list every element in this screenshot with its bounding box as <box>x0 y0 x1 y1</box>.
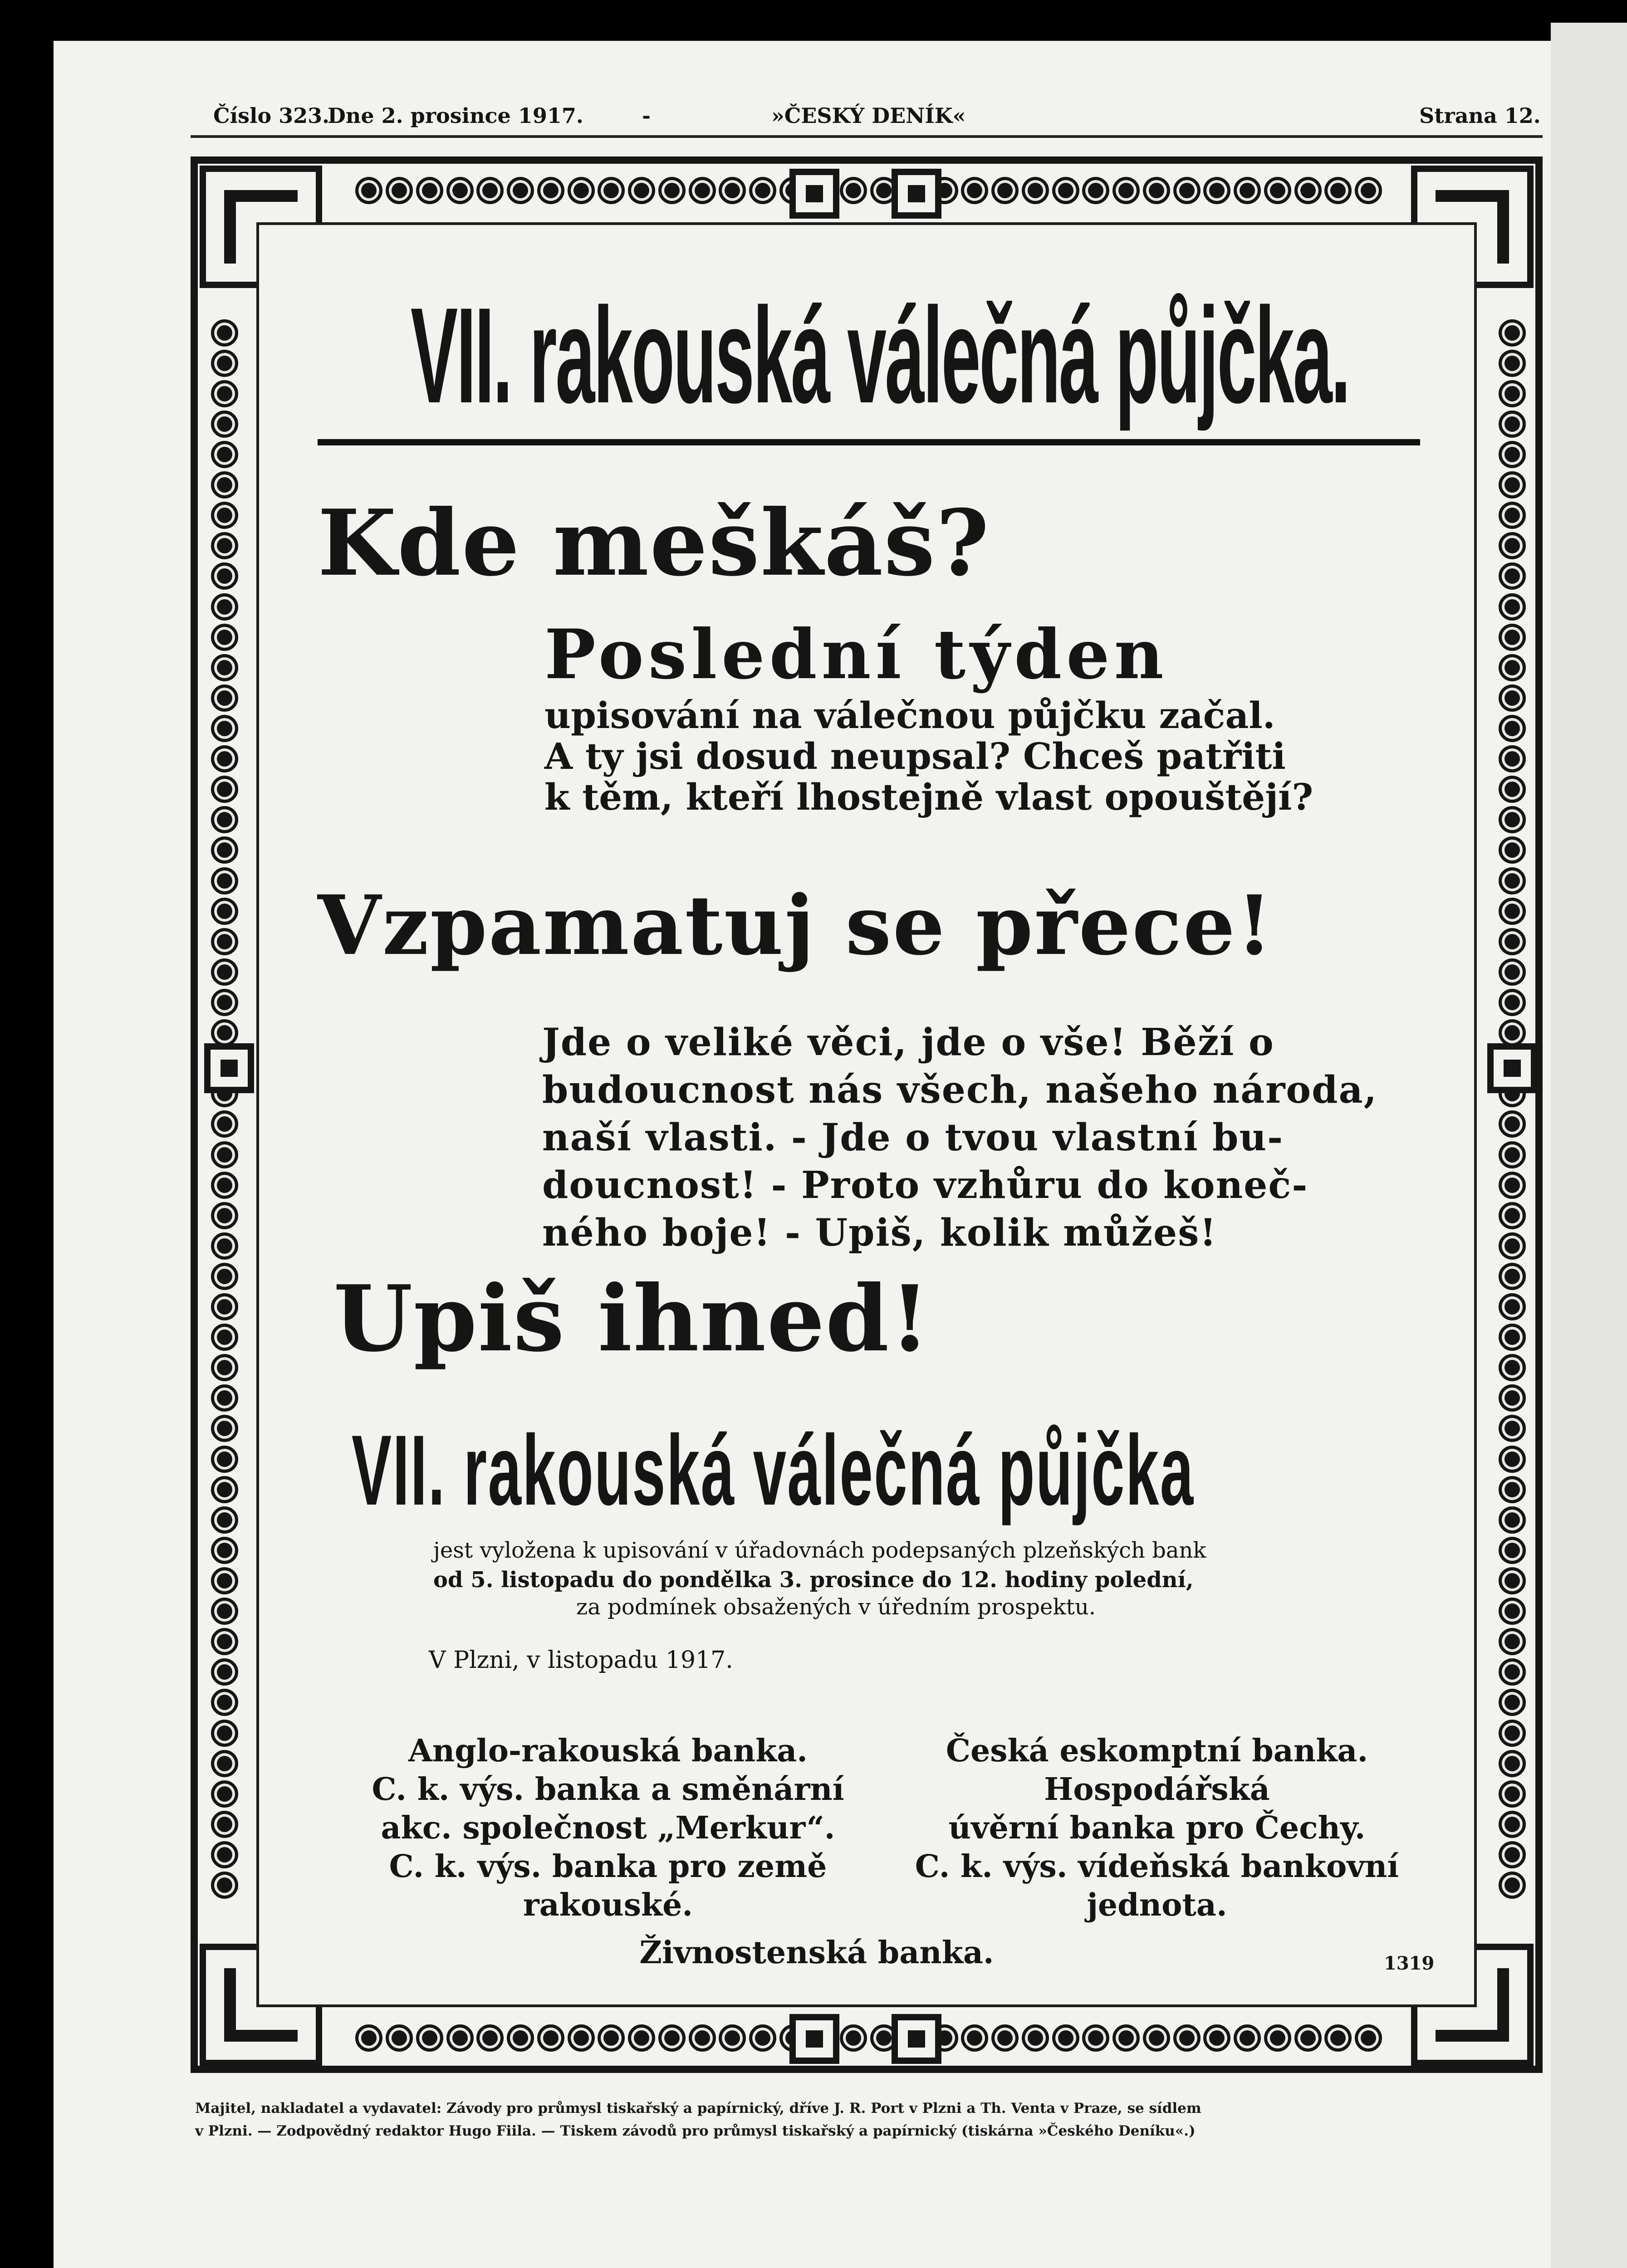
frame-bead <box>1203 2024 1230 2052</box>
frame-bead <box>1264 2024 1291 2052</box>
frame-bead <box>719 2024 746 2052</box>
frame-bead <box>507 177 534 204</box>
frame-bead <box>211 836 238 864</box>
frame-bead <box>568 2024 595 2052</box>
frame-bead <box>749 177 776 204</box>
bank-left-1: Anglo-rakouská banka. <box>408 1733 808 1769</box>
frame-bead <box>1324 177 1352 204</box>
frame-bead <box>1355 177 1382 204</box>
frame-bead <box>211 1415 238 1442</box>
headline-vzpamatuj: Vzpamatuj se přece! <box>318 878 1274 973</box>
frame-bead <box>1499 562 1526 590</box>
frame-bead <box>1324 2024 1352 2052</box>
bead-border-bottom <box>354 2018 1384 2058</box>
bank-right-2: Hospodářská <box>1044 1771 1270 1808</box>
frame-bead <box>1499 1232 1526 1260</box>
frame-bead <box>211 1324 238 1351</box>
frame-bead <box>1499 1202 1526 1229</box>
frame-bead <box>1499 1354 1526 1381</box>
frame-bead <box>1355 2024 1382 2052</box>
frame-bead <box>211 715 238 742</box>
frame-bead <box>1499 1141 1526 1168</box>
frame-bead <box>689 177 716 204</box>
bead-border-left <box>204 318 245 1901</box>
paragraph2-line2: budoucnost nás všech, našeho národa, <box>542 1068 1378 1112</box>
frame-bead <box>1499 1658 1526 1686</box>
frame-bead <box>211 1598 238 1625</box>
frame-bead <box>211 1354 238 1381</box>
frame-bead <box>211 867 238 894</box>
frame-bead <box>658 177 686 204</box>
frame-bead <box>1499 1598 1526 1625</box>
frame-bead <box>1499 654 1526 681</box>
frame-bead <box>1052 2024 1079 2052</box>
frame-bead <box>1203 177 1230 204</box>
frame-bead <box>1499 593 1526 621</box>
issue-date: Dne 2. prosince 1917. <box>328 103 583 128</box>
frame-bead <box>416 2024 443 2052</box>
frame-bead <box>211 776 238 803</box>
frame-bead <box>628 2024 655 2052</box>
frame-bead <box>1499 1110 1526 1138</box>
frame-bead <box>991 177 1019 204</box>
frame-bead <box>211 1750 238 1777</box>
frame-bead <box>211 319 238 347</box>
paragraph1-line1: upisování na válečnou půjčku začal. <box>544 694 1275 737</box>
frame-bead <box>211 411 238 438</box>
notice-line1: jest vyložena k upisování v úřadovnách podepsaných plzeňských bank <box>433 1538 1206 1563</box>
frame-bead <box>658 2024 686 2052</box>
bank-right-3: úvěrní banka pro Čechy. <box>948 1810 1366 1846</box>
frame-bead <box>211 1232 238 1260</box>
frame-bead <box>1234 2024 1261 2052</box>
frame-bead <box>211 1476 238 1503</box>
frame-bead <box>840 177 867 204</box>
paragraph2-line1: Jde o veliké věci, jde o vše! Běží o <box>542 1021 1274 1064</box>
frame-bead <box>1082 2024 1109 2052</box>
frame-bead <box>211 380 238 407</box>
frame-bead <box>355 177 382 204</box>
frame-bead <box>598 2024 625 2052</box>
headline-posledni-tyden: Poslední týden <box>544 615 1168 694</box>
frame-bead <box>1499 1384 1526 1412</box>
frame-bead <box>1499 1446 1526 1473</box>
frame-bead <box>386 2024 413 2052</box>
frame-bead <box>1499 867 1526 894</box>
notice-line2: od 5. listopadu do pondělka 3. prosince do 12. hodiny polední, <box>433 1567 1194 1593</box>
frame-bead <box>211 562 238 590</box>
frame-bead <box>416 177 443 204</box>
frame-bead <box>1264 177 1291 204</box>
frame-bead <box>1173 177 1201 204</box>
frame-bead <box>211 1720 238 1747</box>
frame-bead <box>1499 989 1526 1016</box>
frame-bead <box>1234 177 1261 204</box>
frame-bead <box>211 350 238 377</box>
frame-bead <box>1499 1293 1526 1320</box>
frame-bead <box>1499 350 1526 377</box>
frame-bead <box>211 624 238 651</box>
frame-bead <box>1499 411 1526 438</box>
frame-bead <box>211 1384 238 1412</box>
frame-bead <box>991 2024 1019 2052</box>
frame-bead <box>1143 2024 1170 2052</box>
frame-bead <box>211 1567 238 1594</box>
frame-bead <box>1499 1628 1526 1655</box>
ad-number: 1319 <box>1384 1953 1435 1974</box>
frame-bead <box>1022 2024 1049 2052</box>
frame-bead <box>1499 1172 1526 1199</box>
frame-bead <box>1499 1750 1526 1777</box>
frame-bead <box>211 1841 238 1868</box>
frame-bead <box>211 806 238 833</box>
header-rule <box>191 135 1543 138</box>
place-and-date: V Plzni, v listopadu 1917. <box>429 1647 733 1674</box>
frame-bead <box>1499 1720 1526 1747</box>
frame-bead <box>568 177 595 204</box>
frame-bead <box>1499 1263 1526 1290</box>
frame-bead <box>355 2024 382 2052</box>
frame-bead <box>719 177 746 204</box>
frame-bead <box>840 2024 867 2052</box>
adjacent-page-edge <box>1551 23 1627 2268</box>
frame-bead <box>1499 715 1526 742</box>
frame-bead <box>1499 1811 1526 1838</box>
frame-ornament-bottom-left <box>789 2014 839 2064</box>
paragraph1-line2: A ty jsi dosud neupsal? Chceš patřiti <box>544 735 1286 777</box>
page-number: Strana 12. <box>1419 103 1541 128</box>
ad-title-bottom: VII. rakouská válečná půjčka <box>352 1414 1195 1526</box>
bank-right-1: Česká eskomptní banka. <box>946 1733 1368 1769</box>
issue-number: Číslo 323. <box>213 103 330 128</box>
frame-bead <box>1499 532 1526 559</box>
paragraph1-line3: k těm, kteří lhostejně vlast opouštějí? <box>544 776 1313 818</box>
frame-bead <box>446 2024 474 2052</box>
frame-bead <box>1499 380 1526 407</box>
frame-ornament-bottom-right <box>892 2014 941 2064</box>
frame-bead <box>1499 1567 1526 1594</box>
frame-bead <box>211 532 238 559</box>
bank-left-3: akc. společnost „Merkur“. <box>381 1810 835 1846</box>
frame-bead <box>628 177 655 204</box>
frame-bead <box>1499 958 1526 986</box>
bank-left-4: C. k. výs. banka pro země <box>389 1848 827 1885</box>
paragraph2-line5: ného boje! - Upiš, kolik můžeš! <box>542 1211 1217 1255</box>
frame-bead <box>1173 2024 1201 2052</box>
frame-bead <box>1499 624 1526 651</box>
frame-bead <box>211 1628 238 1655</box>
frame-ornament-top-left <box>789 169 839 219</box>
frame-bead <box>1143 177 1170 204</box>
headline-upis-ihned: Upiš ihned! <box>333 1266 931 1372</box>
newspaper-name: »ČESKÝ DENÍK« <box>771 103 966 128</box>
frame-bead <box>1499 1689 1526 1716</box>
frame-bead <box>749 2024 776 2052</box>
paragraph2-line3: naší vlasti. - Jde o tvou vlastní bu- <box>542 1116 1284 1159</box>
frame-bead <box>211 1202 238 1229</box>
frame-bead <box>1499 836 1526 864</box>
frame-bead <box>386 177 413 204</box>
imprint-line1: Majitel, nakladatel a vydavatel: Závody pro průmysl tiskařský a papírnický, dříve J. R. Port v Plzni a Th. Venta v Praze, se sídlem <box>195 2100 1201 2116</box>
frame-bead <box>1499 1415 1526 1442</box>
frame-bead <box>211 1263 238 1290</box>
bank-right-4: C. k. výs. vídeňská bankovní <box>915 1848 1399 1885</box>
bead-border-top <box>354 170 1384 211</box>
frame-bead <box>211 593 238 621</box>
frame-bead <box>211 745 238 772</box>
frame-bead <box>476 2024 504 2052</box>
frame-bead <box>211 989 238 1016</box>
frame-bead <box>1499 502 1526 529</box>
frame-ornament-left <box>204 1043 254 1093</box>
frame-bead <box>1499 1324 1526 1351</box>
header-dash: - <box>642 103 651 128</box>
paragraph2-line4: doucnost! - Proto vzhůru do koneč- <box>542 1163 1308 1207</box>
frame-bead <box>211 958 238 986</box>
frame-bead <box>1499 1841 1526 1868</box>
bank-right-5: jednota. <box>1087 1887 1227 1923</box>
frame-bead <box>211 1172 238 1199</box>
frame-bead <box>507 2024 534 2052</box>
ad-title-top: VII. rakouská válečná půjčka. <box>411 279 1349 431</box>
imprint-line2: v Plzni. — Zodpovědný redaktor Hugo Fiila. — Tiskem závodů pro průmysl tiskařský a papírnický (tiskárna »Českého Deníku«.) <box>195 2123 1196 2139</box>
frame-bead <box>211 1110 238 1138</box>
frame-bead <box>1112 2024 1140 2052</box>
frame-bead <box>1499 471 1526 499</box>
frame-bead <box>211 1780 238 1808</box>
frame-bead <box>598 177 625 204</box>
frame-bead <box>1499 684 1526 712</box>
frame-bead <box>211 654 238 681</box>
frame-bead <box>1499 898 1526 925</box>
frame-bead <box>211 1446 238 1473</box>
notice-line3: za podmínek obsažených v úředním prospektu. <box>576 1594 1096 1620</box>
frame-bead <box>211 928 238 955</box>
frame-bead <box>211 1506 238 1534</box>
frame-bead <box>211 1658 238 1686</box>
frame-bead <box>211 502 238 529</box>
frame-bead <box>1022 177 1049 204</box>
frame-bead <box>1499 1506 1526 1534</box>
frame-bead <box>537 177 564 204</box>
frame-bead <box>1499 1537 1526 1564</box>
frame-bead <box>211 1537 238 1564</box>
frame-bead <box>1499 1476 1526 1503</box>
frame-ornament-right <box>1487 1043 1537 1093</box>
bank-left-5: rakouské. <box>523 1887 693 1923</box>
frame-bead <box>446 177 474 204</box>
frame-bead <box>211 441 238 468</box>
frame-bead <box>1082 177 1109 204</box>
frame-bead <box>1499 1780 1526 1808</box>
frame-bead <box>211 684 238 712</box>
frame-bead <box>211 1293 238 1320</box>
frame-bead <box>1294 177 1322 204</box>
frame-bead <box>211 1019 238 1046</box>
frame-bead <box>211 1141 238 1168</box>
frame-bead <box>1499 1019 1526 1046</box>
frame-bead <box>1052 177 1079 204</box>
frame-bead <box>1499 928 1526 955</box>
frame-bead <box>1499 806 1526 833</box>
title-rule <box>318 439 1420 445</box>
frame-bead <box>1499 319 1526 347</box>
frame-bead <box>211 1689 238 1716</box>
frame-bead <box>1499 1872 1526 1899</box>
bank-left-2: C. k. výs. banka a směnární <box>372 1771 844 1808</box>
frame-bead <box>1112 177 1140 204</box>
frame-bead <box>1294 2024 1322 2052</box>
frame-bead <box>211 1811 238 1838</box>
frame-bead <box>537 2024 564 2052</box>
frame-bead <box>211 898 238 925</box>
frame-bead <box>211 1872 238 1899</box>
frame-bead <box>476 177 504 204</box>
frame-bead <box>689 2024 716 2052</box>
frame-bead <box>1499 776 1526 803</box>
bank-bottom: Živnostenská banka. <box>639 1935 994 1971</box>
frame-bead <box>1499 745 1526 772</box>
headline-kde-meskas: Kde meškáš? <box>318 490 990 596</box>
frame-bead <box>961 177 988 204</box>
frame-bead <box>1499 441 1526 468</box>
bead-border-right <box>1492 318 1533 1901</box>
frame-ornament-top-right <box>892 169 941 219</box>
frame-bead <box>961 2024 988 2052</box>
frame-bead <box>211 471 238 499</box>
